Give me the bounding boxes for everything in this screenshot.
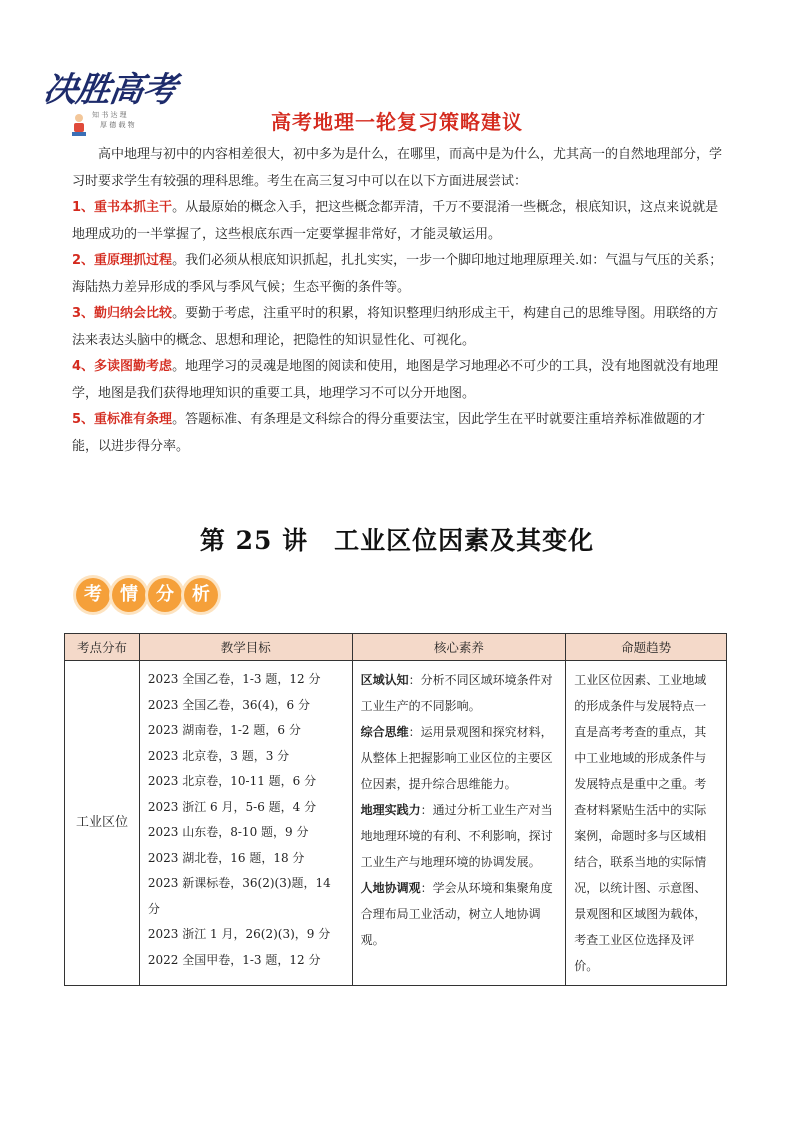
badge-char: 分 — [148, 578, 182, 612]
trend-cell: 工业区位因素、工业地域的形成条件与发展特点一直是高考考查的重点，其中工业地域的形成条件与发展特点是重中之重。考查材料紧贴生活中的实际案例，命题时多与区域相结合，联系当地的实际情况，以统计图、示意图、景观图和区域图为载体，考查工业区位选择及评价。 — [566, 661, 727, 986]
exam-item: 2023 浙江 1 月，26(2)(3)，9 分 — [147, 927, 331, 941]
tip-item: 4、多读图勤考虑。地理学习的灵魂是地图的阅读和使用，地图是学习地理必不可少的工具，没有地图就没有地理学，地图是我们获得地理知识的重要工具，地理学习不可以分开地图。 — [72, 359, 719, 401]
exam-item: 2023 浙江 6 月，5-6 题，4 分 — [147, 799, 317, 814]
table-header-cell: 考点分布 — [65, 634, 140, 661]
literacy-cell — [352, 661, 566, 986]
exam-item: 2023 新课标卷，36(2)(3)题，14 分 — [147, 876, 331, 916]
logo-motto-1: 知 书 达 理 — [92, 111, 127, 119]
exam-item: 2022 全国甲卷，1-3 题，12 分 — [147, 952, 321, 967]
exam-item: 2023 全国乙卷，36(4)，6 分 — [147, 697, 310, 712]
exam-item: 2023 湖南卷，1-2 题，6 分 — [147, 723, 301, 737]
table-header-cell: 教学目标 — [139, 634, 352, 661]
badge-char: 考 — [76, 578, 110, 612]
exam-list-cell — [139, 661, 352, 986]
literacy-item: 地理实践力：通过分析工业生产对当地地理环境的有利、不利影响，探讨工业生产与地理环境的协调发展。 — [360, 803, 553, 869]
intro-paragraph: 高中地理与初中的内容相差很大，初中多为是什么，在哪里，而高中是为什么，尤其高一的自然地理部分，学习时要求学生有较强的理科思维。考生在高三复习中可以在以下方面进展尝试： — [72, 147, 723, 189]
exam-item: 2023 湖北卷，16 题，18 分 — [147, 850, 305, 865]
badge-char: 情 — [112, 578, 146, 612]
tip-item: 1、重书本抓主干。从最原始的概念入手，把这些概念都弄清，千万不要混淆一些概念，根底知识，这点来说就是地理成功的一半掌握了，这些根底东西一定要掌握非常好，才能灵敏运用。 — [72, 200, 719, 242]
exam-item: 2023 山东卷，8-10 题，9 分 — [147, 825, 309, 839]
topic-cell: 工业区位 — [65, 661, 140, 986]
literacy-item: 综合思维：运用景观图和探究材料，从整体上把握影响工业区位的主要区位因素，提升综合思维能力。 — [360, 725, 553, 791]
table-header-cell: 命题趋势 — [566, 634, 727, 661]
tip-item: 5、重标准有条理。答题标准、有条理是文科综合的得分重要法宝，因此学生在平时就要注重培养标准做题的才能，以进步得分率。 — [72, 412, 706, 454]
logo-text: 决胜高考 — [40, 70, 179, 110]
exam-analysis-table — [64, 633, 727, 986]
exam-item: 2023 北京卷，3 题，3 分 — [147, 748, 290, 763]
literacy-item: 区域认知：分析不同区域环境条件对工业生产的不同影响。 — [360, 673, 553, 713]
logo-motto-2: 厚 德 载 物 — [100, 121, 135, 129]
exam-item: 2023 北京卷，10-11 题，6 分 — [147, 774, 317, 788]
literacy-item: 人地协调观：学会从环境和集聚角度合理布局工业活动，树立人地协调观。 — [360, 881, 553, 947]
intro-section — [72, 142, 726, 460]
tip-item: 3、勤归纳会比较。要勤于考虑，注重平时的积累，将知识整理归纳形成主干，构建自己的思维导图。用联络的方法来表达头脑中的概念、思想和理论，把隐性的知识显性化、可视化。 — [72, 306, 719, 348]
tip-item: 2、重原理抓过程。我们必须从根底知识抓起，扎扎实实，一步一个脚印地过地理原理关.如：气温与气压的关系；海陆热力差异形成的季风与季风气候；生态平衡的条件等。 — [72, 253, 723, 295]
table-row — [65, 661, 727, 986]
lesson-title: 第 25 讲 工业区位因素及其变化 — [199, 526, 595, 555]
table-header-row — [65, 634, 727, 661]
badge-char: 析 — [184, 578, 218, 612]
table-header-cell: 核心素养 — [352, 634, 566, 661]
document-title: 高考地理一轮复习策略建议 — [271, 110, 523, 134]
exam-item: 2023 全国乙卷，1-3 题，12 分 — [147, 672, 321, 686]
